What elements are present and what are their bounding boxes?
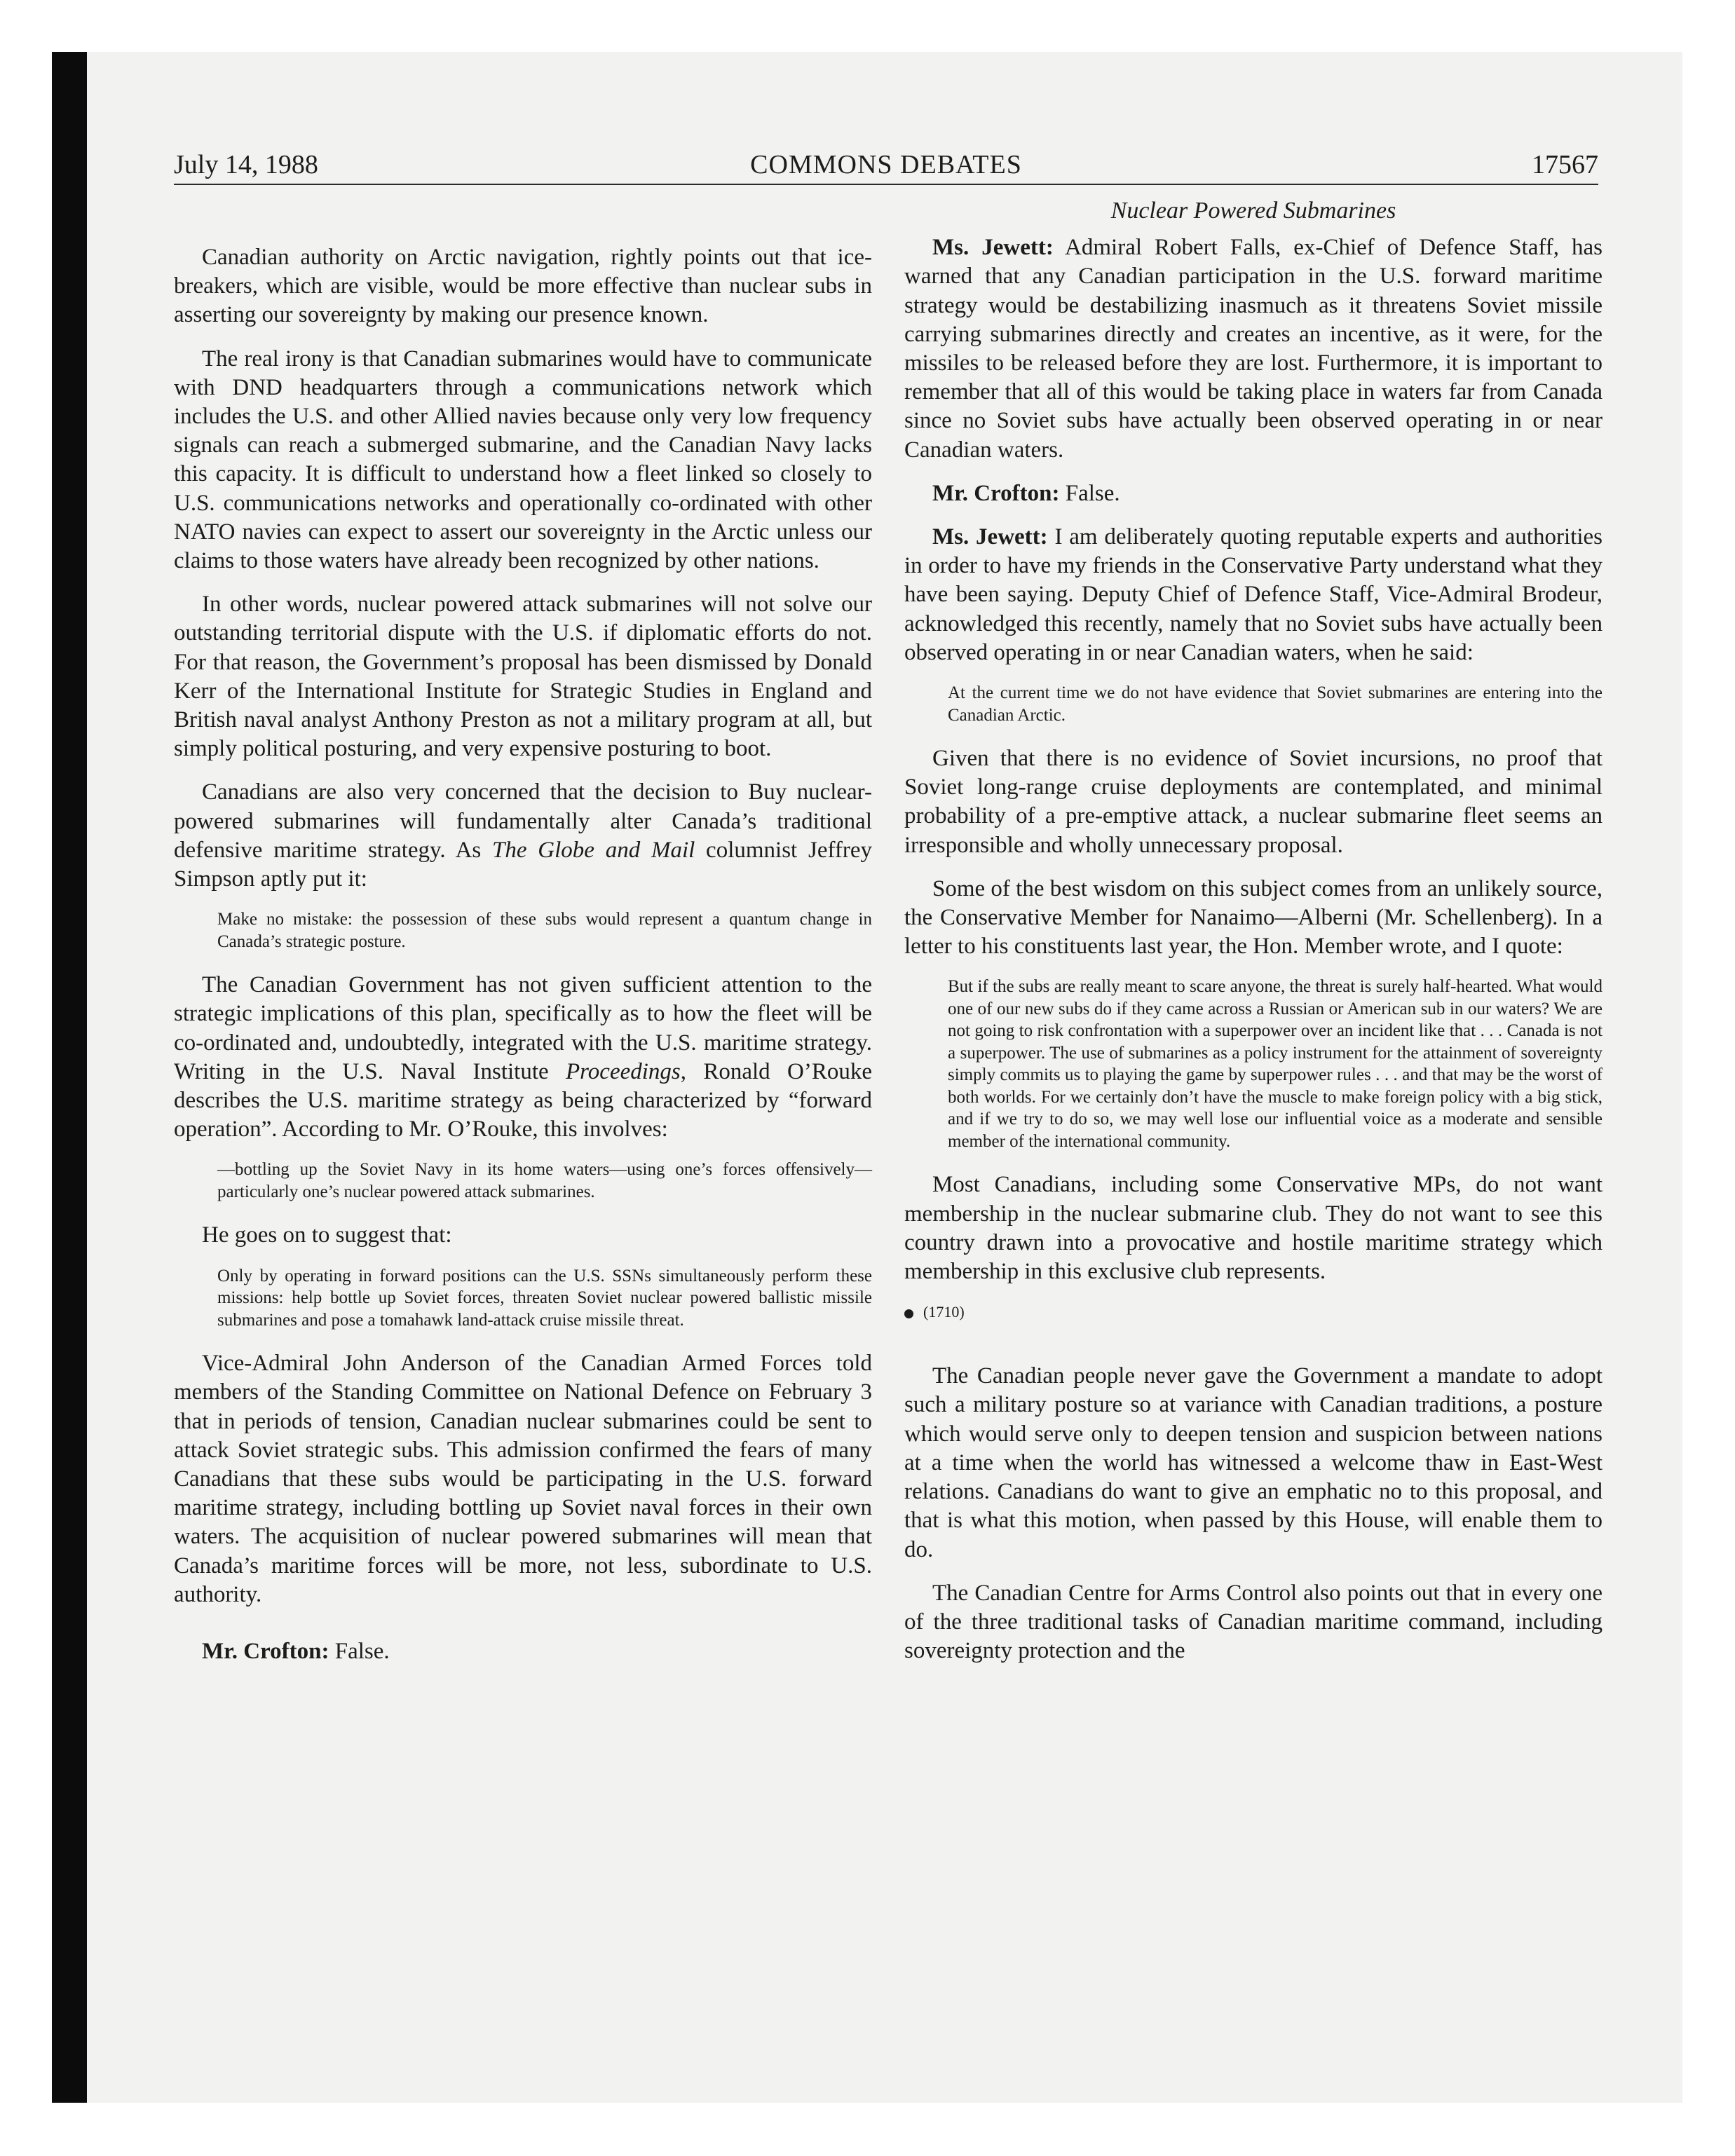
publication-name: The Globe and Mail	[492, 837, 695, 863]
interjection	[904, 479, 1603, 508]
publication-name: Proceedings	[566, 1058, 681, 1084]
paragraph	[174, 778, 872, 894]
right-column	[904, 196, 1603, 1680]
header-title: COMMONS DEBATES	[750, 150, 1022, 179]
speaker-name: Mr. Crofton:	[202, 1639, 329, 1665]
page-header	[174, 147, 1598, 185]
paragraph: The real irony is that Canadian submarines would have to communicate with DND headquarters through a communications network which includes the U.S. and other Allied navies because only very low frequency signals can reach a submerged submarine, and the Canadian Navy lacks this capacity. It is difficult to understand how a fleet linked so closely to U.S. communications networks and operationally co-ordinated with other NATO navies can expect to assert our sovereignty in the Arctic unless our claims to those waters have already been recognized by other nations.	[174, 346, 872, 574]
paragraph: Most Canadians, including some Conservative MPs, do not want membership in the nuclear submarine club. They do not want to see this country drawn into a provocative and hostile maritime strategy which membership in this exclusive club represents.	[904, 1172, 1603, 1285]
speech	[904, 523, 1603, 667]
timestamp	[904, 1302, 1603, 1323]
timestamp-text: (1710)	[923, 1303, 965, 1321]
paragraph: Given that there is no evidence of Soviet incursions, no proof that Soviet long-range cruise deployments are contemplated, and minimal probability of a pre-emptive attack, a nuclear submarine fleet seems an irresponsible and wholly unnecessary proposal.	[904, 746, 1603, 858]
paragraph-text: columnist Jeffrey Simpson aptly put it:	[174, 837, 872, 892]
paragraph: He goes on to suggest that:	[202, 1222, 452, 1248]
paragraph-text: , Ronald O’Rouke describes the U.S. maritime strategy as being characterized by “forward operation”. According to Mr. O’Rouke, this involves:	[174, 1058, 872, 1142]
speaker-name: Ms. Jewett:	[932, 235, 1054, 261]
paragraph: In other words, nuclear powered attack submarines will not solve our outstanding territorial dispute with the U.S. if diplomatic efforts do not. For that reason, the Government’s proposal has been dismissed by Donald Kerr of the International Institute for Strategic Studies in England and British naval analyst Anthony Preston as not a military program at all, but simply political posturing, and very expensive posturing to boot.	[174, 592, 872, 762]
paragraph-text: Canadians are also very concerned that the decision to Buy nuclear-powered submarines will fundamentally alter Canada’s traditional defensive maritime strategy. As	[174, 779, 872, 863]
speaker-name: Mr. Crofton:	[932, 480, 1060, 506]
block-quote: Make no mistake: the possession of these subs would represent a quantum change in Canada’s strategic posture.	[217, 910, 872, 951]
block-quote: But if the subs are really meant to scare anyone, the threat is surely half-hearted. What would one of our new subs do if they came across a Russian or American sub in our waters? We are not going to risk confrontation with a superpower over an incident like that . . . Canada is not a superpower. The use of submarines as a policy instrument for the attainment of sovereignty simply commits us to playing the game by superpower rules . . . and that may be the worst of both worlds. For we certainly don’t have the muscle to make foreign policy with a big stick, and if we try to do so, we may well lose our influential voice as a moderate and sensible member of the international community.	[948, 977, 1603, 1151]
scan-binding-edge	[52, 52, 87, 2103]
block-quote: —bottling up the Soviet Navy in its home waters—using one’s forces offensively—particularly one’s nuclear powered attack submarines.	[217, 1160, 872, 1201]
interjection	[174, 1637, 872, 1666]
speech-text: I am deliberately quoting reputable experts and authorities in order to have my friends in the Conservative Party understand what they have been saying. Deputy Chief of Defence Staff, Vice-Admiral Brodeur, acknowledged this recently, namely that no Soviet subs have actually been observed operating in or near Canadian waters, when he said:	[904, 524, 1603, 665]
bullet-icon	[904, 1309, 913, 1318]
section-title: Nuclear Powered Submarines	[1110, 198, 1396, 224]
paragraph-text: The Canadian Government has not given sufficient attention to the strategic implications of this plan, specifically as to how the fleet will be co-ordinated and, undoubtedly, integrated with the U.S. maritime strategy. Writing in the U.S. Naval Institute	[174, 972, 872, 1084]
paragraph: The Canadian Centre for Arms Control also points out that in every one of the three traditional tasks of Canadian maritime command, including sovereignty protection and the	[904, 1580, 1603, 1664]
paragraph: The Canadian people never gave the Government a mandate to adopt such a military posture so at variance with Canadian traditions, a posture which would serve only to deepen tension and suspicion between nations at a time when the world has witnessed a welcome thaw in East-West relations. Canadians do want to give an emphatic no to this proposal, and that is what this motion, when passed by this House, will enable them to do.	[904, 1363, 1603, 1562]
speaker-name: Ms. Jewett:	[932, 524, 1048, 550]
speech-text: False.	[329, 1639, 390, 1665]
header-page-number: 17567	[1532, 150, 1598, 179]
paragraph	[174, 971, 872, 1144]
paragraph: Canadian authority on Arctic navigation, rightly points out that ice-breakers, which are visible, would be more effective than nuclear subs in asserting our sovereignty by making our presence known.	[174, 245, 872, 328]
speech-text: Admiral Robert Falls, ex-Chief of Defence Staff, has warned that any Canadian participation in the U.S. forward maritime strategy would be destabilizing inasmuch as it threatens Soviet missile carrying submarines directly and creates an incentive, as it were, for the missiles to be released before they are lost. Furthermore, it is important to remember that all of this would be taking place in waters far from Canada since no Soviet subs have actually been observed operating in or near Canadian waters.	[904, 235, 1603, 463]
paragraph: Some of the best wisdom on this subject comes from an unlikely source, the Conservative Member for Nanaimo—Alberni (Mr. Schellenberg). In a letter to his constituents last year, the Hon. Member wrote, and I quote:	[904, 875, 1603, 960]
block-quote: Only by operating in forward positions can the U.S. SSNs simultaneously perform these missions: help bottle up Soviet forces, threaten Soviet nuclear powered ballistic missile submarines and pose a tomahawk land-attack cruise missile threat.	[217, 1266, 872, 1330]
paragraph: Vice-Admiral John Anderson of the Canadian Armed Forces told members of the Standing Committee on National Defence on February 3 that in periods of tension, Canadian nuclear submarines could be sent to attack Soviet strategic subs. This admission confirmed the fears of many Canadians that these subs would be participating in the U.S. forward maritime strategy, including bottling up Soviet naval forces in their own waters. The acquisition of nuclear powered submarines will mean that Canada’s maritime forces will be more, not less, subordinate to U.S. authority.	[174, 1351, 872, 1607]
speech	[904, 233, 1603, 465]
header-date: July 14, 1988	[174, 150, 318, 179]
speech-text: False.	[1059, 480, 1120, 506]
block-quote: At the current time we do not have evidence that Soviet submarines are entering into the Canadian Arctic.	[948, 683, 1603, 725]
left-column	[174, 243, 872, 1681]
